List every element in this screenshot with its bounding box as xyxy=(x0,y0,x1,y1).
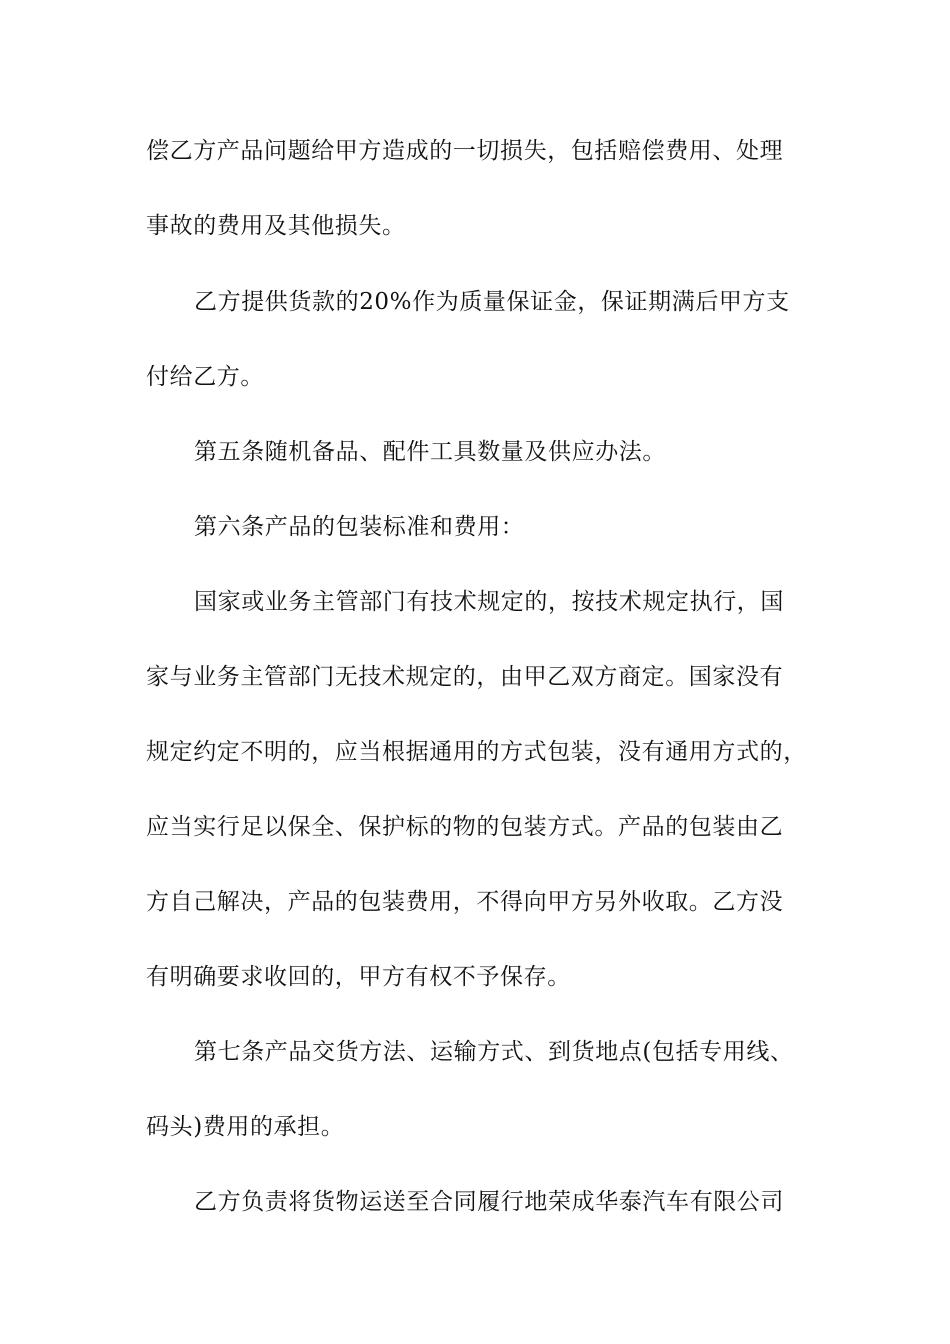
text-line: 规定约定不明的，应当根据通用的方式包装，没有通用方式的， xyxy=(146,739,807,765)
paragraph-start: 乙方负责将货物运送至合同履行地荣成华泰汽车有限公司 xyxy=(194,1189,784,1215)
text-line: 偿乙方产品问题给甲方造成的一切损失，包括赔偿费用、处理 xyxy=(146,138,784,164)
text-line: 有明确要求收回的，甲方有权不予保存。 xyxy=(146,964,571,990)
article-five-heading: 第五条随机备品、配件工具数量及供应办法。 xyxy=(194,439,666,465)
article-seven-heading: 第七条产品交货方法、运输方式、到货地点(包括专用线、 xyxy=(194,1039,794,1065)
text-line: 事故的费用及其他损失。 xyxy=(146,213,406,239)
paragraph-start: 乙方提供货款的20%作为质量保证金，保证期满后甲方支 xyxy=(194,289,790,315)
text-line: 方自己解决，产品的包装费用，不得向甲方另外收取。乙方没 xyxy=(146,889,784,915)
text-line: 码头)费用的承担。 xyxy=(146,1114,345,1140)
text-line: 付给乙方。 xyxy=(146,364,264,390)
text-line: 应当实行足以保全、保护标的物的包装方式。产品的包装由乙 xyxy=(146,814,784,840)
text-line: 家与业务主管部门无技术规定的，由甲乙双方商定。国家没有 xyxy=(146,664,784,690)
article-six-heading: 第六条产品的包装标准和费用： xyxy=(194,514,525,540)
paragraph-start: 国家或业务主管部门有技术规定的，按技术规定执行，国 xyxy=(194,589,784,615)
